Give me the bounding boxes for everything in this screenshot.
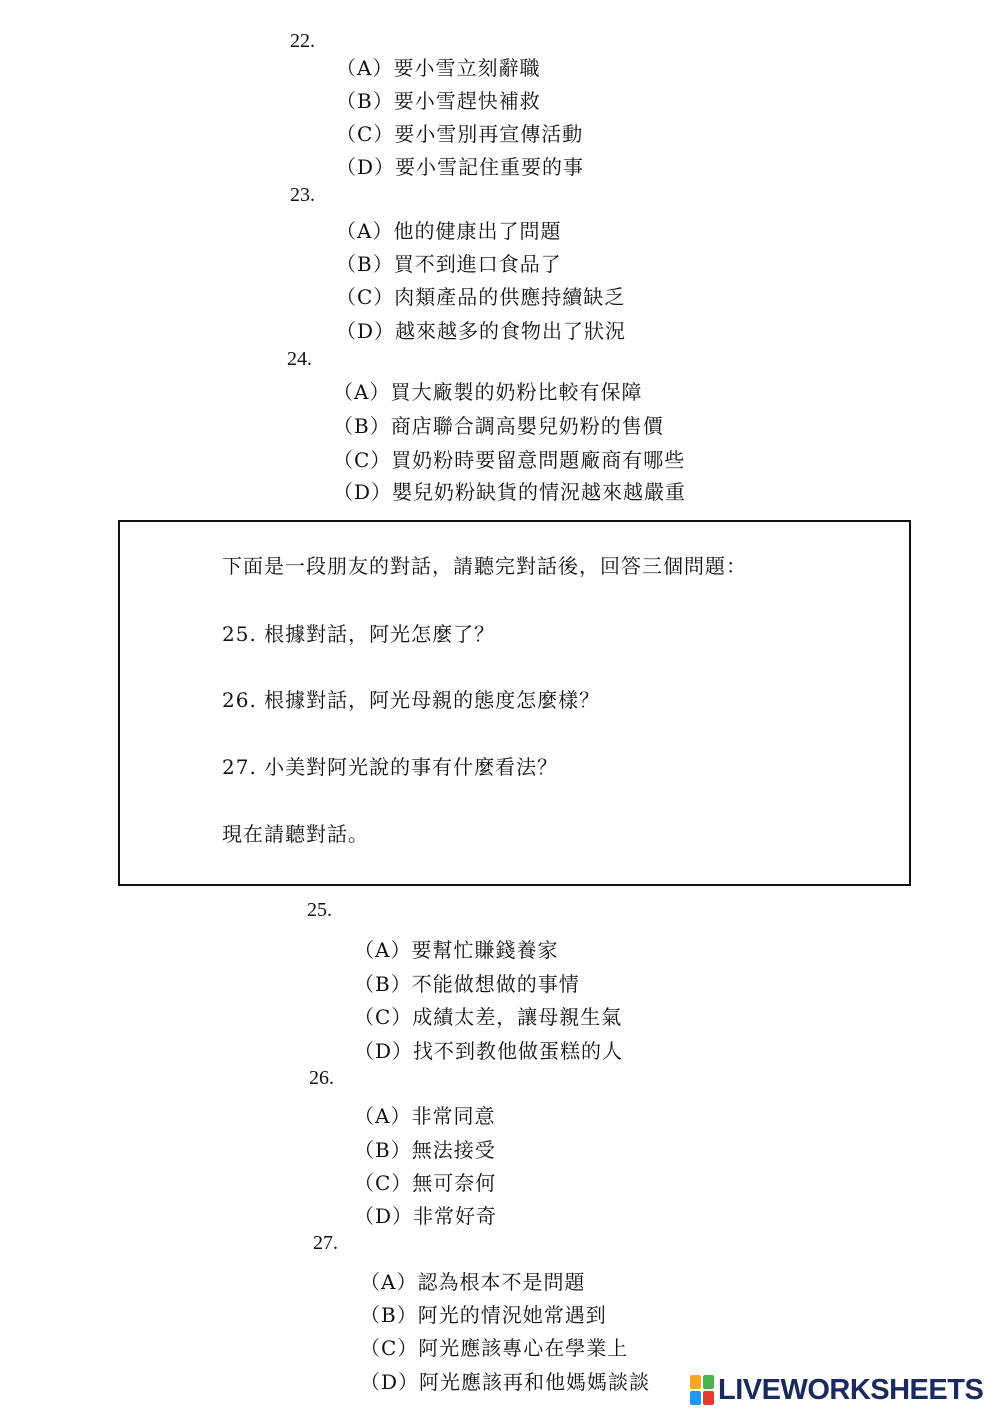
option-b[interactable]: （B）買不到進口食品了 bbox=[336, 252, 562, 276]
option-b[interactable]: （B）商店聯合調高嬰兒奶粉的售價 bbox=[333, 414, 664, 438]
instruction-question-27: 27. 小美對阿光說的事有什麼看法？ bbox=[222, 755, 559, 779]
instruction-outro: 現在請聽對話。 bbox=[222, 822, 369, 846]
liveworksheets-logo bbox=[690, 1372, 983, 1408]
option-c[interactable]: （C）肉類產品的供應持續缺乏 bbox=[336, 285, 626, 309]
option-d[interactable]: （D）要小雪記住重要的事 bbox=[336, 155, 585, 179]
option-b[interactable]: （B）要小雪趕快補救 bbox=[336, 89, 541, 113]
question-number: 27. bbox=[313, 1232, 338, 1254]
instruction-box bbox=[118, 520, 911, 886]
option-c[interactable]: （C）阿光應該專心在學業上 bbox=[360, 1336, 629, 1360]
option-c[interactable]: （C）成績太差，讓母親生氣 bbox=[354, 1005, 623, 1029]
question-number: 24. bbox=[287, 348, 312, 370]
instruction-question-25: 25. 根據對話，阿光怎麼了？ bbox=[222, 622, 496, 646]
instruction-intro: 下面是一段朋友的對話，請聽完對話後，回答三個問題： bbox=[222, 554, 747, 578]
option-b[interactable]: （B）無法接受 bbox=[354, 1138, 496, 1162]
option-a[interactable]: （A）要幫忙賺錢養家 bbox=[354, 938, 559, 962]
option-d[interactable]: （D）嬰兒奶粉缺貨的情況越來越嚴重 bbox=[333, 480, 687, 504]
option-a[interactable]: （A）他的健康出了問題 bbox=[336, 219, 562, 243]
option-a[interactable]: （A）要小雪立刻辭職 bbox=[336, 56, 541, 80]
question-number: 26. bbox=[309, 1067, 334, 1089]
option-c[interactable]: （C）無可奈何 bbox=[354, 1171, 497, 1195]
option-c[interactable]: （C）要小雪別再宣傳活動 bbox=[336, 122, 584, 146]
option-a[interactable]: （A）認為根本不是問題 bbox=[360, 1270, 586, 1294]
logo-text: LIVEWORKSHEETS bbox=[718, 1373, 984, 1406]
question-number: 23. bbox=[290, 184, 315, 206]
option-c[interactable]: （C）買奶粉時要留意問題廠商有哪些 bbox=[333, 448, 686, 472]
option-a[interactable]: （A）非常同意 bbox=[354, 1104, 496, 1128]
question-number: 22. bbox=[290, 30, 315, 52]
question-number: 25. bbox=[307, 899, 332, 921]
option-a[interactable]: （A）買大廠製的奶粉比較有保障 bbox=[333, 380, 643, 404]
instruction-question-26: 26. 根據對話，阿光母親的態度怎麼樣？ bbox=[222, 688, 601, 712]
option-b[interactable]: （B）不能做想做的事情 bbox=[354, 972, 580, 996]
option-b[interactable]: （B）阿光的情況她常遇到 bbox=[360, 1303, 607, 1327]
option-d[interactable]: （D）越來越多的食物出了狀況 bbox=[336, 319, 627, 343]
liveworksheets-logo-icon bbox=[690, 1375, 714, 1405]
option-d[interactable]: （D）非常好奇 bbox=[354, 1204, 498, 1228]
option-d[interactable]: （D）找不到教他做蛋糕的人 bbox=[354, 1039, 624, 1063]
option-d[interactable]: （D）阿光應該再和他媽媽談談 bbox=[360, 1370, 651, 1394]
